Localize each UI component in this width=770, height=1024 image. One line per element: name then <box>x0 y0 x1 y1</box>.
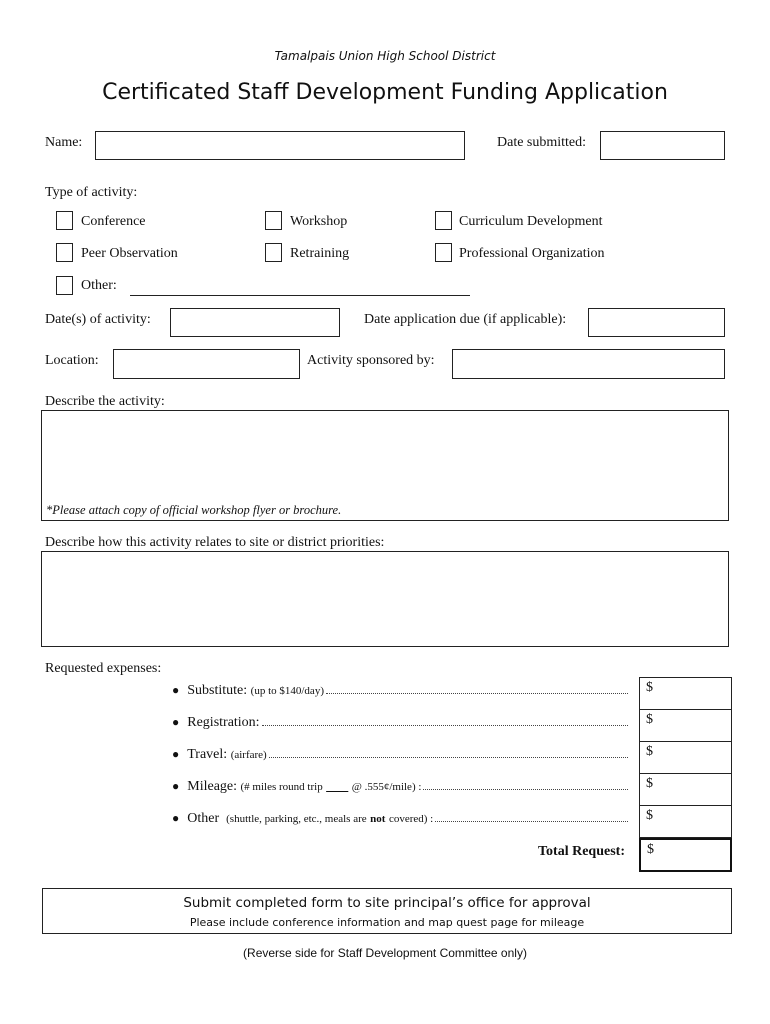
bullet-icon: ● <box>172 715 180 729</box>
app-due-field[interactable] <box>588 308 725 337</box>
currency-symbol: $ <box>647 842 654 857</box>
substitute-amount[interactable] <box>639 677 732 710</box>
registration-amount[interactable] <box>639 709 732 742</box>
retraining-label: Retraining <box>290 246 350 261</box>
currency-symbol: $ <box>646 712 653 727</box>
bullet-icon: ● <box>172 747 180 761</box>
other-expense-note-a: (shuttle, parking, etc., meals are <box>226 813 367 825</box>
professional-organization-checkbox[interactable] <box>435 243 452 262</box>
currency-symbol: $ <box>646 744 653 759</box>
app-due-label: Date application due (if applicable): <box>364 312 567 327</box>
total-request-label: Total Request: <box>538 844 625 859</box>
curriculum-development-checkbox[interactable] <box>435 211 452 230</box>
other-expense-label: Other <box>187 811 220 826</box>
mileage-blank[interactable]: ____ <box>326 781 349 793</box>
activity-type-label: Type of activity: <box>45 185 138 200</box>
curriculum-development-label: Curriculum Development <box>459 214 603 229</box>
workshop-checkbox[interactable] <box>265 211 282 230</box>
location-label: Location: <box>45 353 99 368</box>
page-title: Certificated Staff Development Funding Application <box>102 80 668 105</box>
date-submitted-label: Date submitted: <box>497 135 587 150</box>
priorities-label: Describe how this activity relates to site or district priorities: <box>45 535 385 550</box>
travel-note: (airfare) <box>230 749 267 761</box>
currency-symbol: $ <box>646 808 653 823</box>
substitute-note: (up to $140/day) <box>250 685 324 697</box>
mileage-note-b: @ .555¢/mile) : <box>351 781 422 793</box>
registration-label: Registration: <box>187 715 260 730</box>
mileage-label: Mileage: <box>187 779 238 794</box>
bullet-icon: ● <box>172 811 180 825</box>
travel-label: Travel: <box>187 747 228 762</box>
flyer-note: *Please attach copy of official workshop flyer or brochure. <box>46 503 342 517</box>
mileage-amount[interactable] <box>639 773 732 806</box>
conference-checkbox[interactable] <box>56 211 73 230</box>
conference-label: Conference <box>81 214 146 229</box>
travel-amount[interactable] <box>639 741 732 774</box>
leader-dots <box>326 693 628 694</box>
location-field[interactable] <box>113 349 300 379</box>
professional-organization-label: Professional Organization <box>459 246 605 261</box>
priorities-textarea[interactable] <box>41 551 729 647</box>
sponsor-field[interactable] <box>452 349 725 379</box>
other-expense-amount[interactable] <box>639 805 732 838</box>
dates-field[interactable] <box>170 308 340 337</box>
other-activity-label: Other: <box>81 278 117 293</box>
total-request-amount[interactable] <box>639 838 732 872</box>
district-name: Tamalpais Union High School District <box>274 49 496 63</box>
other-expense-row <box>172 811 630 831</box>
submit-instruction: Submit completed form to site principal’s office for approval <box>183 895 591 911</box>
reverse-side-note: (Reverse side for Staff Development Committee only) <box>243 946 527 960</box>
expenses-label: Requested expenses: <box>45 661 162 676</box>
leader-dots <box>423 789 628 790</box>
date-submitted-field[interactable] <box>600 131 725 160</box>
describe-activity-label: Describe the activity: <box>45 394 165 409</box>
substitute-row <box>172 683 630 703</box>
travel-row <box>172 747 630 767</box>
dates-label: Date(s) of activity: <box>45 312 151 327</box>
mileage-note-a: (# miles round trip <box>240 781 323 793</box>
workshop-label: Workshop <box>290 214 348 229</box>
retraining-checkbox[interactable] <box>265 243 282 262</box>
name-field[interactable] <box>95 131 465 160</box>
other-expense-not: not <box>370 813 386 825</box>
peer-observation-checkbox[interactable] <box>56 243 73 262</box>
leader-dots <box>269 757 628 758</box>
peer-observation-label: Peer Observation <box>81 246 178 261</box>
bullet-icon: ● <box>172 683 180 697</box>
leader-dots <box>262 725 628 726</box>
other-expense-note-b: covered) : <box>388 813 434 825</box>
other-activity-line[interactable] <box>130 295 470 296</box>
bullet-icon: ● <box>172 779 180 793</box>
sponsor-label: Activity sponsored by: <box>307 353 435 368</box>
mileage-instruction: Please include conference information and map quest page for mileage <box>189 916 585 929</box>
substitute-label: Substitute: <box>187 683 248 698</box>
currency-symbol: $ <box>646 776 653 791</box>
name-label: Name: <box>45 135 83 150</box>
registration-row <box>172 715 630 735</box>
mileage-row <box>172 779 630 799</box>
other-activity-checkbox[interactable] <box>56 276 73 295</box>
leader-dots <box>435 821 628 822</box>
currency-symbol: $ <box>646 680 653 695</box>
